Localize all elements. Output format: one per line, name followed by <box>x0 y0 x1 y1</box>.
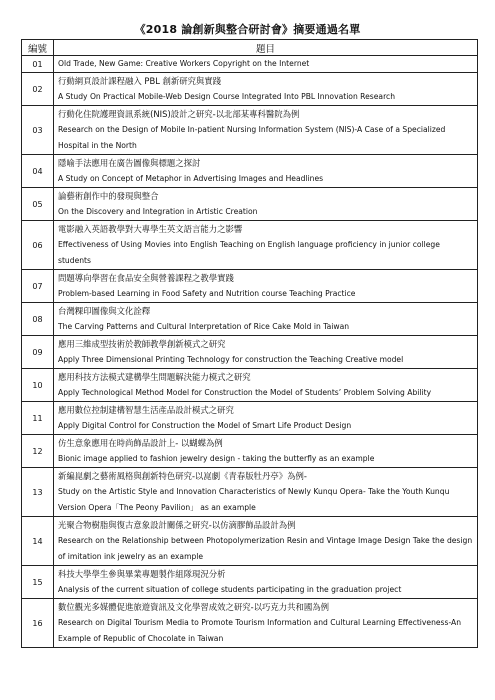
table-row <box>22 435 478 468</box>
title-english: Apply Three Dimensional Printing Technology for construction the Teaching Creative model <box>58 355 404 364</box>
row-number: 16 <box>22 599 54 648</box>
row-title-cell <box>54 336 478 369</box>
table-row <box>22 336 478 369</box>
row-title-cell <box>54 435 478 468</box>
table-row <box>22 599 478 648</box>
title-english: Apply Digital Control for Construction the Model of Smart Life Product Design <box>58 421 352 430</box>
table-row <box>22 517 478 566</box>
row-title-cell <box>54 188 478 221</box>
title-chinese: 新編崑劇之藝術風格與創新特色研究-以崑劇《青春版牡丹亭》為例- <box>58 471 307 481</box>
table-header-row <box>22 40 478 56</box>
row-number: 08 <box>22 303 54 336</box>
title-english: Bionic image applied to fashion jewelry design - taking the butterfly as an example <box>58 454 375 463</box>
title-english: Research on the Design of Mobile In-patient Nursing Information System (NIS)-A Case of a Specialized Hospital in the North <box>58 125 446 150</box>
row-title-cell <box>54 369 478 402</box>
row-number: 02 <box>22 73 54 106</box>
table-row <box>22 73 478 106</box>
title-english: Research on the Relationship between Photopolymerization Resin and Vintage Image Design Take the design of imitation ink jewelry as an example <box>58 536 473 561</box>
title-english: Research on Digital Tourism Media to Promote Tourism Information and Cultural Learning Effectiveness-An Example of Republic of Chocolate in Taiwan <box>58 618 462 643</box>
table-row <box>22 106 478 155</box>
column-header-title: 題目 <box>54 40 478 56</box>
table-row <box>22 56 478 73</box>
title-chinese: 數位觀光多媒體促進旅遊資訊及文化學習成效之研究-以巧克力共和國為例 <box>58 602 330 612</box>
title-english: A Study on Concept of Metaphor in Advertising Images and Headlines <box>58 174 324 183</box>
title-english: Apply Technological Method Model for Construction the Model of Students’ Problem Solving Ability <box>58 388 432 397</box>
table-row <box>22 188 478 221</box>
row-number: 05 <box>22 188 54 221</box>
row-title-cell <box>54 56 478 73</box>
title-chinese: 行動化住院護理資訊系統(NIS)設計之研究-以北部某專科醫院為例 <box>58 109 300 119</box>
title-chinese: 論藝術創作中的發現與整合 <box>58 191 159 201</box>
row-title-cell <box>54 402 478 435</box>
table-row <box>22 402 478 435</box>
row-number: 09 <box>22 336 54 369</box>
row-title-cell <box>54 73 478 106</box>
row-title-cell <box>54 155 478 188</box>
row-title-cell <box>54 106 478 155</box>
title-chinese: 光聚合物樹脂與復古意象設計關係之研究-以仿滴膠飾品設計為例 <box>58 520 296 530</box>
title-english: The Carving Patterns and Cultural Interpretation of Rice Cake Mold in Taiwan <box>58 322 350 331</box>
row-title-cell <box>54 221 478 270</box>
title-chinese: 隱喻手法應用在廣告圖像與標題之探討 <box>58 158 201 168</box>
row-number: 12 <box>22 435 54 468</box>
row-number: 07 <box>22 270 54 303</box>
table-row <box>22 303 478 336</box>
row-number: 11 <box>22 402 54 435</box>
row-number: 01 <box>22 56 54 73</box>
row-number: 03 <box>22 106 54 155</box>
title-english: A Study On Practical Mobile-Web Design Course Integrated Into PBL Innovation Research <box>58 92 396 101</box>
title-english: Old Trade, New Game: Creative Workers Copyright on the Internet <box>58 59 310 68</box>
column-header-number: 編號 <box>22 40 54 56</box>
row-title-cell <box>54 303 478 336</box>
row-title-cell <box>54 599 478 648</box>
document-title: 《2018 論創新與整合研討會》摘要通過名單 <box>134 23 361 36</box>
abstract-list-table <box>21 39 478 648</box>
row-title-cell <box>54 270 478 303</box>
title-english: Study on the Artistic Style and Innovation Characteristics of Newly Kunqu Opera- Take the Youth Kunqu Version Opera「The Peony Pavilion」 as an example <box>58 487 450 512</box>
row-title-cell <box>54 517 478 566</box>
row-number: 04 <box>22 155 54 188</box>
table-row <box>22 270 478 303</box>
row-number: 14 <box>22 517 54 566</box>
table-row <box>22 221 478 270</box>
row-title-cell <box>54 468 478 517</box>
table-row <box>22 566 478 599</box>
title-chinese: 科技大學學生參與畢業專題製作組隊現況分析 <box>58 569 226 579</box>
title-chinese: 問題導向學習在食品安全與營養課程之教學實踐 <box>58 273 234 283</box>
title-english: Problem-based Learning in Food Safety and Nutrition course Teaching Practice <box>58 289 356 298</box>
row-number: 06 <box>22 221 54 270</box>
row-number: 10 <box>22 369 54 402</box>
title-chinese: 應用科技方法模式建構學生問題解決能力模式之研究 <box>58 372 251 382</box>
title-english: Analysis of the current situation of college students participating in the graduation project <box>58 585 402 594</box>
title-chinese: 應用數位控制建構智慧生活產品設計模式之研究 <box>58 405 234 415</box>
row-number: 15 <box>22 566 54 599</box>
table-row <box>22 468 478 517</box>
title-english: Effectiveness of Using Movies into English Teaching on English language proficiency in junior college students <box>58 240 440 265</box>
row-number: 13 <box>22 468 54 517</box>
title-chinese: 台灣粿印圖像與文化詮釋 <box>58 306 151 316</box>
row-title-cell <box>54 566 478 599</box>
title-chinese: 電影融入英語教學對大專學生英文語言能力之影響 <box>58 224 243 234</box>
title-chinese: 應用三維成型技術於教師教學創新模式之研究 <box>58 339 226 349</box>
title-chinese: 仿生意象應用在時尚飾品設計上- 以蝴蝶為例 <box>58 438 223 448</box>
table-row <box>22 369 478 402</box>
title-english: On the Discovery and Integration in Artistic Creation <box>58 207 258 216</box>
table-row <box>22 155 478 188</box>
title-chinese: 行動網頁設計課程融入 PBL 創新研究與實踐 <box>58 76 222 86</box>
